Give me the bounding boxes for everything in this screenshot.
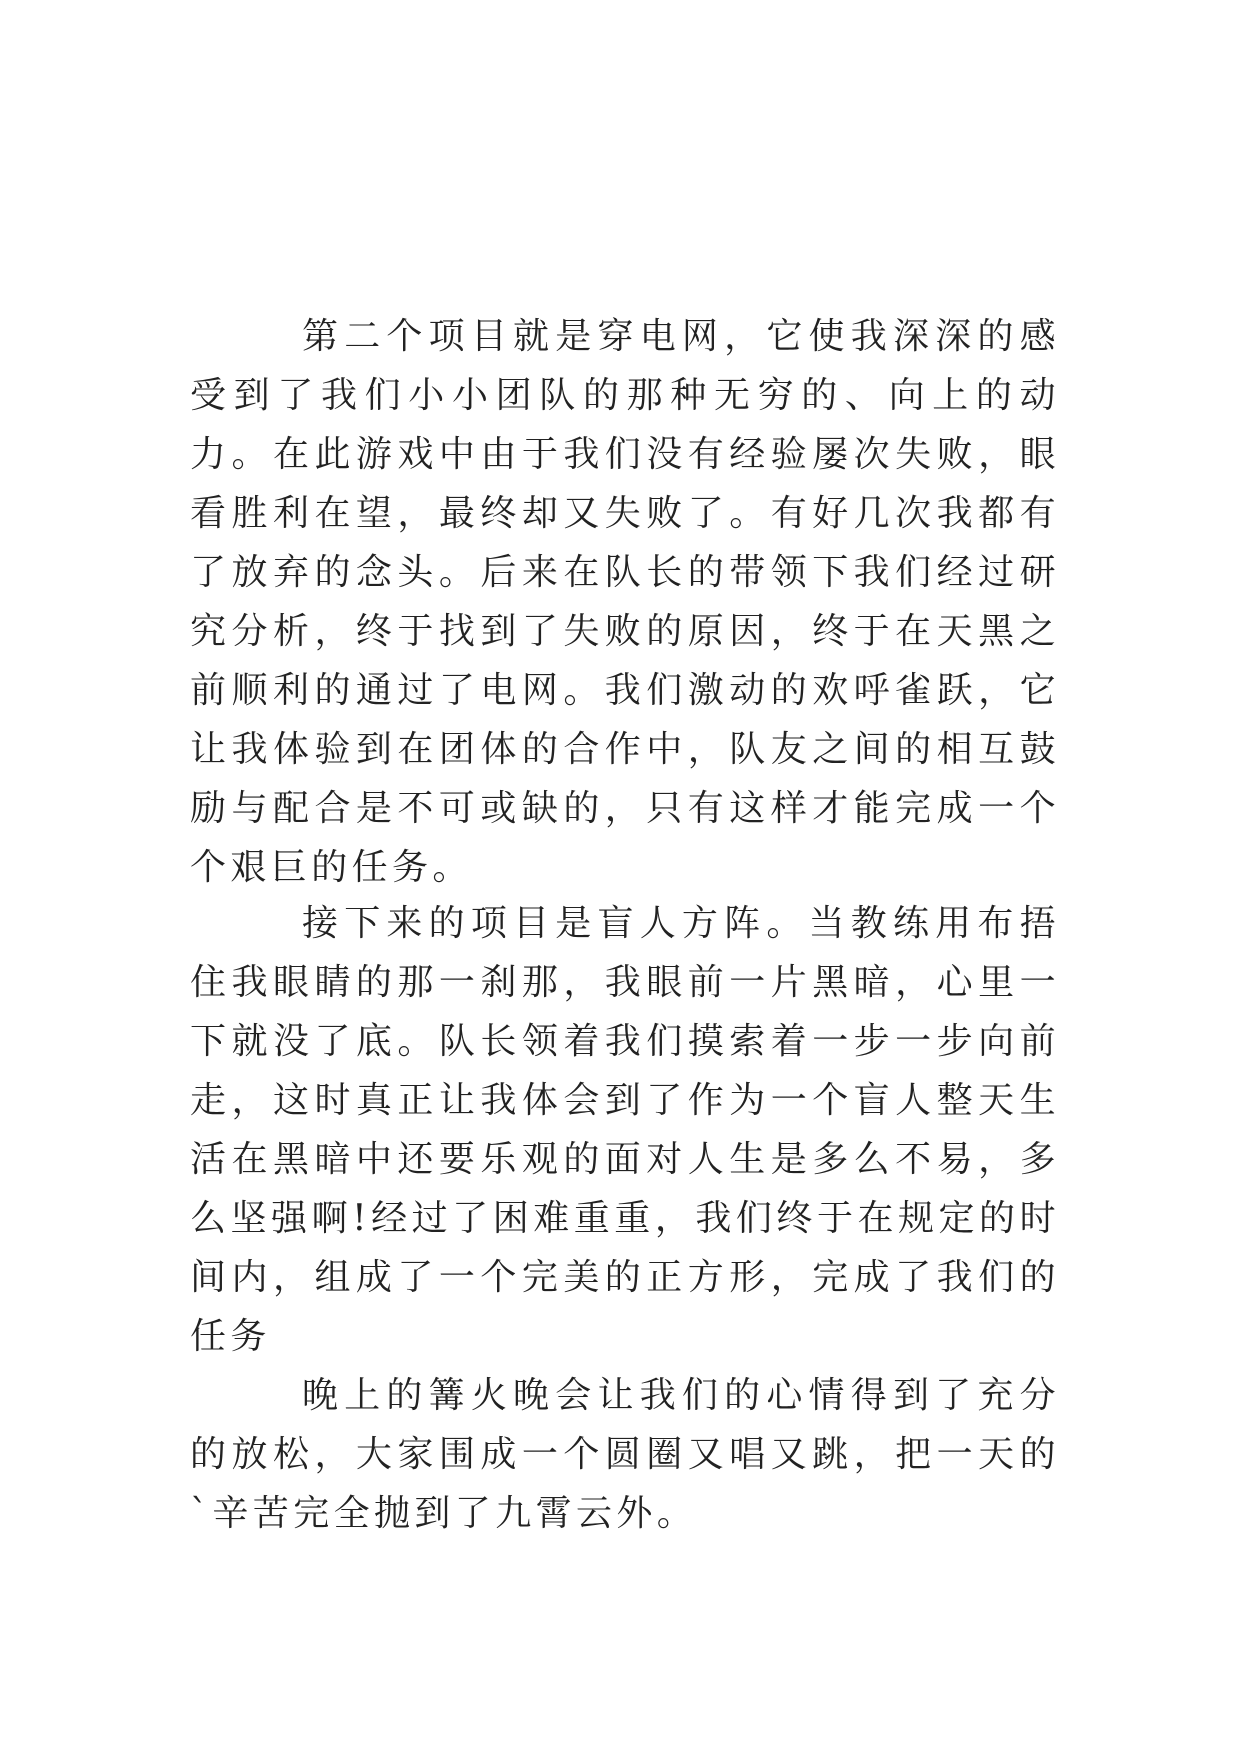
body-paragraph-bonfire-party: 晚上的篝火晚会让我们的心情得到了充分的放松，大家围成一个圆圈又唱又跳，把一天的`辛苦完全抛到了九霄云外。 (190, 1375, 1060, 1534)
body-paragraph-blind-square: 接下来的项目是盲人方阵。当教练用布捂住我眼睛的那一刹那，我眼前一片黑暗，心里一下就没了底。队长领着我们摸索着一步一步向前走，这时真正让我体会到了作为一个盲人整天生活在黑暗中还要乐观的面对人生是多么不易，多么坚强啊!经过了困难重重，我们终于在规定的时间内，组成了一个完美的正方形，完成了我们的任务 (190, 903, 1060, 1357)
body-paragraph-electric-net: 第二个项目就是穿电网，它使我深深的感受到了我们小小团队的那种无穷的、向上的动力。在此游戏中由于我们没有经验屡次失败，眼看胜利在望，最终却又失败了。有好几次我都有了放弃的念头。后来在队长的带领下我们经过研究分析，终于找到了失败的原因，终于在天黑之前顺利的通过了电网。我们激动的欢呼雀跃，它让我体验到在团体的合作中，队友之间的相互鼓励与配合是不可或缺的，只有这样才能完成一个个艰巨的任务。 (190, 316, 1060, 888)
